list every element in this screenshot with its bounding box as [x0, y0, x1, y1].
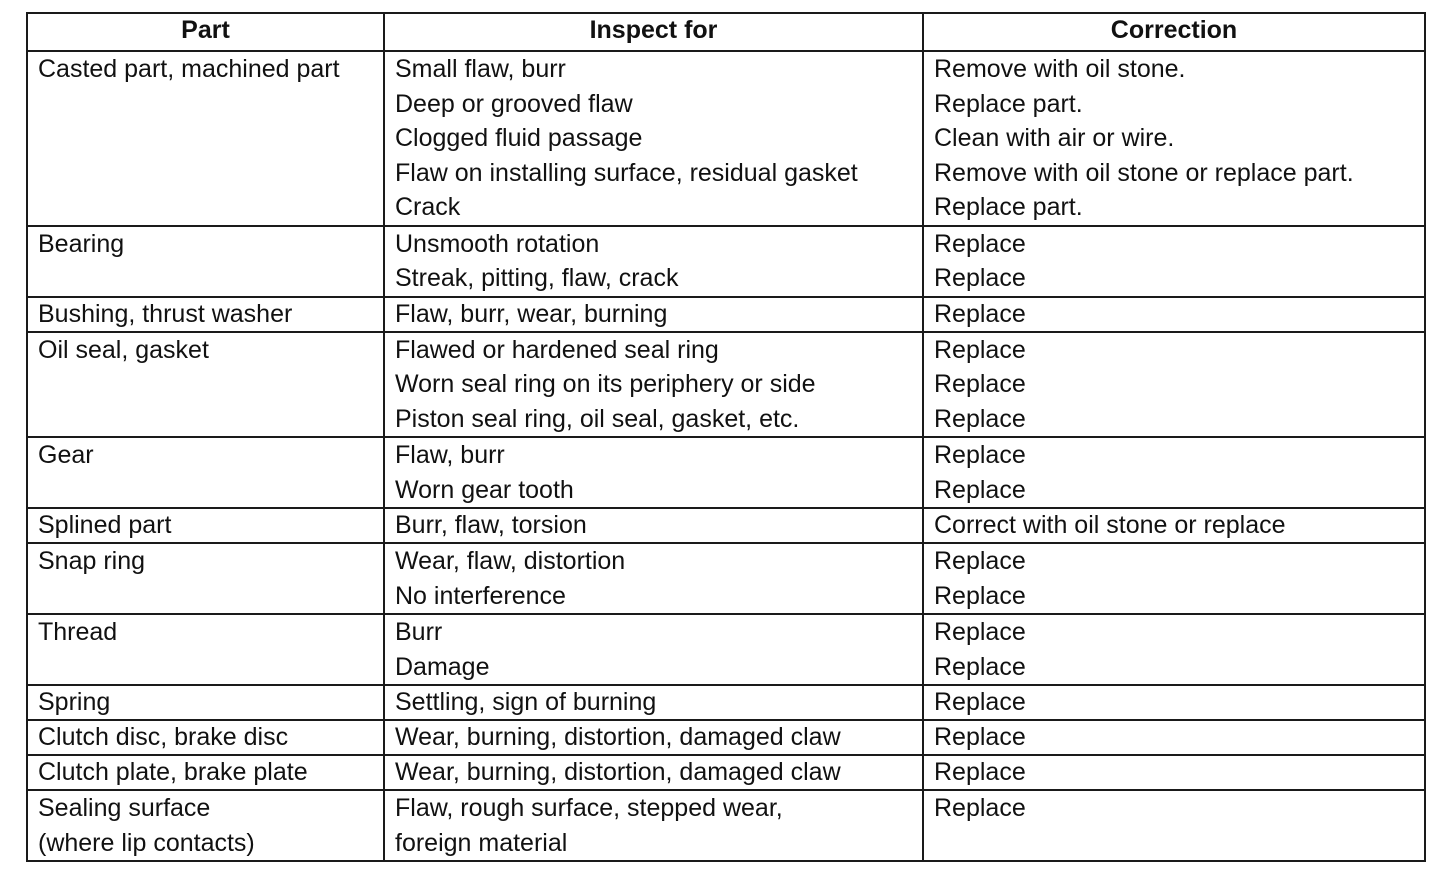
header-correction: Correction: [923, 13, 1425, 51]
correction-line: Replace: [934, 794, 1026, 822]
cell-correction: [923, 614, 1425, 685]
part-line: Casted part, machined part: [38, 55, 340, 83]
inspect-line: Wear, flaw, distortion: [395, 547, 626, 575]
cell-inspect: [384, 226, 923, 297]
part-line: Sealing surface: [38, 794, 211, 822]
table-row: [27, 755, 1425, 790]
inspect-line: No interference: [395, 581, 566, 610]
correction-line: Remove with oil stone or replace part.: [934, 158, 1354, 187]
table-row: [27, 685, 1425, 720]
correction-line: Clean with air or wire.: [934, 124, 1175, 152]
cell-correction: [923, 755, 1425, 790]
table-row: [27, 297, 1425, 332]
inspect-line: Settling, sign of burning: [395, 688, 657, 716]
correction-line: Correct with oil stone or replace: [934, 511, 1286, 539]
part-line: Clutch disc, brake disc: [38, 723, 289, 751]
cell-part: [27, 226, 384, 297]
cell-correction: [923, 226, 1425, 297]
correction-line: Replace: [934, 723, 1026, 751]
inspect-line: Clogged fluid passage: [395, 124, 643, 152]
inspection-table-container: [26, 12, 1426, 862]
table-body: [27, 51, 1425, 861]
correction-line: Replace: [934, 618, 1026, 646]
part-line: Bushing, thrust washer: [38, 299, 293, 328]
inspect-line: foreign material: [395, 828, 568, 857]
inspect-line: Wear, burning, distortion, damaged claw: [395, 758, 841, 786]
inspect-line: Flaw on installing surface, residual gasket: [395, 158, 858, 187]
correction-line: Replace: [934, 652, 1026, 681]
correction-line: Replace: [934, 264, 1026, 292]
header-part: Part: [27, 13, 384, 51]
header-inspect-for: Inspect for: [384, 13, 923, 51]
header-row: [27, 13, 1425, 51]
table-row: [27, 720, 1425, 755]
inspect-line: Streak, pitting, flaw, crack: [395, 264, 679, 292]
inspection-table: [26, 12, 1426, 862]
cell-correction: [923, 508, 1425, 543]
cell-part: [27, 508, 384, 543]
cell-inspect: [384, 332, 923, 438]
part-line: Thread: [38, 618, 118, 646]
cell-correction: [923, 543, 1425, 614]
table-row: [27, 543, 1425, 614]
part-line: Gear: [38, 441, 94, 469]
correction-line: Replace part.: [934, 193, 1083, 221]
correction-line: Replace: [934, 758, 1026, 786]
cell-part: [27, 297, 384, 332]
part-line: Bearing: [38, 229, 125, 258]
correction-line: Replace part.: [934, 89, 1083, 118]
correction-line: Replace: [934, 335, 1026, 364]
cell-correction: [923, 720, 1425, 755]
cell-inspect: [384, 685, 923, 720]
part-line: Oil seal, gasket: [38, 335, 209, 364]
table-row: [27, 226, 1425, 297]
inspect-line: Flaw, rough surface, stepped wear,: [395, 794, 783, 822]
cell-inspect: [384, 508, 923, 543]
cell-part: [27, 685, 384, 720]
cell-part: [27, 332, 384, 438]
inspect-line: Wear, burning, distortion, damaged claw: [395, 723, 841, 751]
cell-part: [27, 720, 384, 755]
cell-inspect: [384, 720, 923, 755]
cell-correction: [923, 332, 1425, 438]
correction-line: Replace: [934, 441, 1026, 469]
correction-line: Replace: [934, 404, 1026, 433]
inspect-line: Deep or grooved flaw: [395, 89, 633, 118]
inspect-line: Worn gear tooth: [395, 475, 574, 504]
table-row: [27, 614, 1425, 685]
inspect-line: Flawed or hardened seal ring: [395, 335, 719, 364]
correction-line: Replace: [934, 370, 1026, 398]
correction-line: Replace: [934, 688, 1026, 716]
correction-line: Replace: [934, 547, 1026, 575]
table-row: [27, 790, 1425, 861]
correction-line: Replace: [934, 229, 1026, 258]
cell-correction: [923, 51, 1425, 226]
inspect-line: Burr: [395, 618, 443, 646]
correction-line: Replace: [934, 581, 1026, 610]
table-row: [27, 508, 1425, 543]
cell-correction: [923, 437, 1425, 508]
cell-part: [27, 437, 384, 508]
correction-line: Replace: [934, 475, 1026, 504]
cell-part: [27, 790, 384, 861]
inspect-line: Burr, flaw, torsion: [395, 511, 587, 539]
correction-line: Remove with oil stone.: [934, 55, 1186, 83]
part-line: (where lip contacts): [38, 828, 255, 857]
cell-inspect: [384, 755, 923, 790]
cell-part: [27, 614, 384, 685]
correction-line: Replace: [934, 299, 1026, 328]
table-row: [27, 437, 1425, 508]
part-line: Splined part: [38, 511, 172, 539]
cell-inspect: [384, 543, 923, 614]
part-line: Spring: [38, 688, 111, 716]
cell-part: [27, 543, 384, 614]
cell-part: [27, 755, 384, 790]
part-line: Snap ring: [38, 547, 146, 575]
cell-inspect: [384, 51, 923, 226]
cell-correction: [923, 297, 1425, 332]
table-row: [27, 332, 1425, 438]
inspect-line: Flaw, burr: [395, 441, 505, 469]
inspect-line: Damage: [395, 652, 490, 681]
inspect-line: Worn seal ring on its periphery or side: [395, 370, 816, 398]
inspect-line: Unsmooth rotation: [395, 229, 600, 258]
inspect-line: Small flaw, burr: [395, 55, 566, 83]
inspect-line: Piston seal ring, oil seal, gasket, etc.: [395, 404, 800, 433]
cell-inspect: [384, 614, 923, 685]
cell-part: [27, 51, 384, 226]
cell-inspect: [384, 790, 923, 861]
cell-inspect: [384, 297, 923, 332]
cell-correction: [923, 790, 1425, 861]
cell-correction: [923, 685, 1425, 720]
table-row: [27, 51, 1425, 226]
inspect-line: Crack: [395, 193, 461, 221]
part-line: Clutch plate, brake plate: [38, 758, 308, 786]
inspect-line: Flaw, burr, wear, burning: [395, 299, 668, 328]
cell-inspect: [384, 437, 923, 508]
